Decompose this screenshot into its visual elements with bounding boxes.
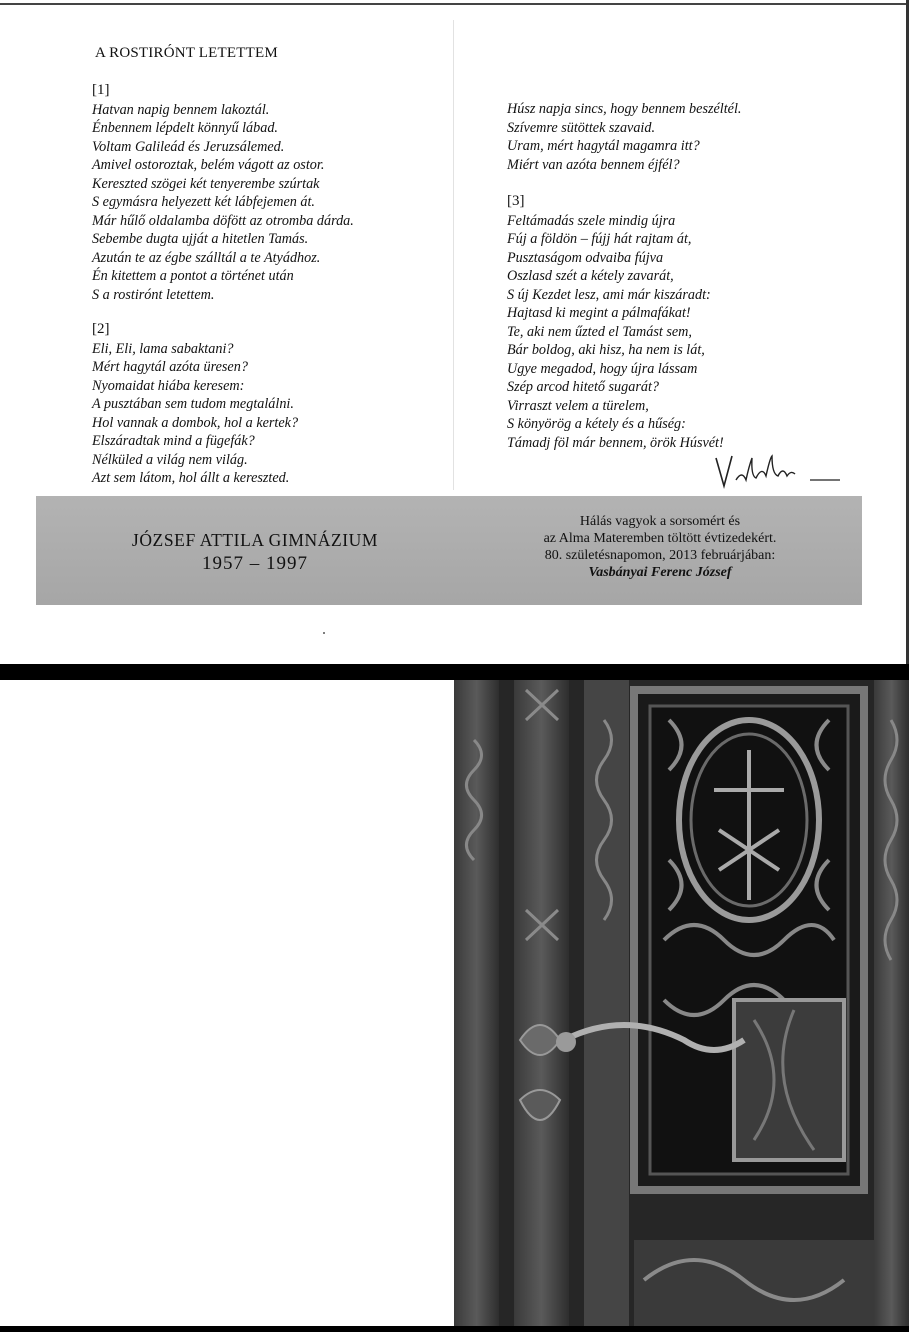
poem-line: Te, aki nem űzted el Tamást sem,: [507, 323, 692, 340]
poem-line: S egymásra helyezett két lábfejemen át.: [92, 194, 315, 210]
stanza-1: [92, 81, 354, 304]
ornate-door-photo: [454, 680, 909, 1326]
author-name: Vasbányai Ferenc József: [588, 565, 732, 580]
poem-line: Énbennem lépdelt könnyű lábad.: [92, 120, 278, 136]
poem-line: Voltam Galileád és Jeruzsálemed.: [92, 138, 285, 155]
poem-line: Pusztaságom odvaiba fújva: [507, 249, 664, 266]
top-border: [0, 3, 909, 5]
poem-line: Virraszt velem a türelem,: [507, 397, 649, 414]
poem-line: Sebembe dugta ujját a hitetlen Tamás.: [92, 231, 309, 247]
poem-line: Elszáradtak mind a fügefák?: [92, 433, 255, 449]
poem-title: A ROSTIRÓNT LETETTEM: [95, 45, 278, 61]
poem-line: Eli, Eli, lama sabaktani?: [92, 340, 234, 357]
poem-line: Miért van azóta bennem éjfél?: [507, 156, 680, 173]
stanza-number: [1]: [92, 82, 110, 98]
dedication-line: Hálás vagyok a sorsomért és: [579, 514, 741, 529]
dedication-text: [500, 513, 820, 581]
poem-line: S könyörög a kétely és a hűség:: [507, 416, 686, 432]
wrought-iron-door-image: [454, 680, 909, 1326]
poem-line: Amivel ostoroztak, belém vágott az ostor.: [92, 157, 325, 173]
school-name: JÓZSEF ATTILA GIMNÁZIUM: [131, 530, 379, 550]
poem-line: Mért hagytál azóta üresen?: [92, 359, 248, 375]
dedication-line: az Alma Materemben töltött évtizedekért.: [543, 531, 777, 546]
stanza-number: [2]: [92, 321, 110, 337]
poem-line: Ugye megadod, hogy újra lássam: [507, 360, 698, 377]
poem-line: Feltámadás szele mindig újra: [507, 212, 676, 229]
poem-line: S a rostirónt letettem.: [92, 286, 215, 303]
poem-line: Kereszted szögei két tenyerembe szúrtak: [92, 175, 320, 192]
poem-line: Fúj a földön – fújj hát rajtam át,: [507, 231, 692, 247]
handwritten-signature: [712, 452, 842, 492]
poem-line: Oszlasd szét a kétely zavarát,: [507, 268, 674, 284]
poem-line: A pusztában sem tudom megtalálni.: [92, 396, 294, 412]
poem-line: Nyomaidat hiába keresem:: [92, 377, 245, 394]
poem-line: Uram, mért hagytál magamra itt?: [507, 138, 700, 154]
poem-line: Hol vannak a dombok, hol a kertek?: [92, 414, 299, 431]
school-years: 1957 – 1997: [202, 553, 308, 574]
poem-line: Szívemre sütöttek szavaid.: [507, 119, 656, 136]
stanza-3: [507, 192, 724, 452]
blank-back-page: [0, 680, 454, 1326]
print-speck: [323, 632, 325, 634]
poem-line: Szép arcod hitető sugarát?: [507, 379, 659, 395]
dedication-line: 80. születésnapomon, 2013 februárjában:: [544, 548, 776, 563]
poem-line: Nélküled a világ nem világ.: [92, 451, 248, 468]
poem-line: Bár boldog, aki hisz, ha nem is lát,: [507, 342, 705, 358]
card-fold-line: [453, 20, 454, 490]
poem-line: Hatvan napig bennem lakoztál.: [92, 101, 270, 118]
poem-line: Már hűlő oldalamba döfött az otromba dárda.: [92, 212, 354, 229]
poem-line: Én kitettem a pontot a történet után: [92, 268, 294, 284]
stanza-number: [3]: [507, 193, 525, 209]
poem-line: Támadj föl már bennem, örök Húsvét!: [507, 434, 724, 451]
poem-line: Hajtasd ki megint a pálmafákat!: [507, 305, 691, 321]
poem-line: Húsz napja sincs, hogy bennem beszéltél.: [507, 101, 742, 117]
stanza-2-continued: [507, 100, 741, 174]
poem-line: S új Kezdet lesz, ami már kiszáradt:: [507, 286, 711, 303]
stanza-2: [92, 320, 298, 488]
poem-line: Azt sem látom, hol állt a kereszted.: [92, 470, 290, 486]
poem-line: Azután te az égbe szálltál a te Atyádhoz.: [92, 249, 321, 266]
